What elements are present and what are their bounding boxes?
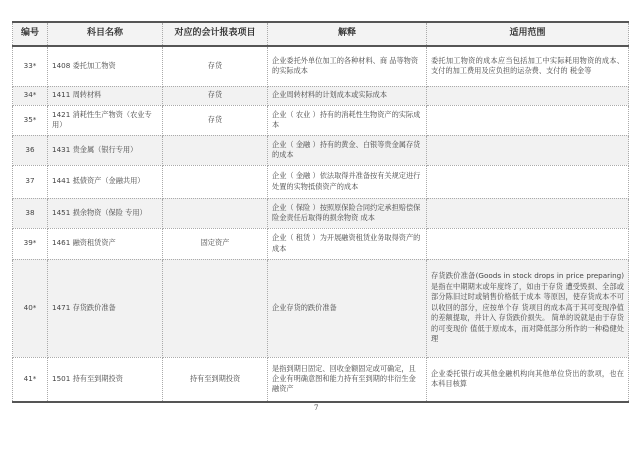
- cell-no: 34*: [13, 86, 48, 105]
- cell-item: 持有至到期投资: [163, 357, 268, 402]
- cell-item: 存货: [163, 86, 268, 105]
- cell-no: 41*: [13, 357, 48, 402]
- cell-item: [163, 259, 268, 357]
- table-row: [13, 105, 629, 135]
- cell-no: 38: [13, 198, 48, 228]
- cell-name: 1441 抵债资产（金融共用）: [48, 165, 163, 198]
- cell-item: 存货: [163, 105, 268, 135]
- cell-scope: 委托加工物资的成本应当包括加工中实际耗用物资的成本、支付的加工费用及应负担的运杂费、支付的 税金等: [427, 46, 629, 86]
- cell-item: [163, 135, 268, 165]
- cell-explain: 是指到期日固定、回收金额固定或可确定，且企业有明确意图和能力持有至到期的非衍生金融资产: [268, 357, 427, 402]
- header-row: [13, 22, 629, 46]
- cell-scope: 企业委托银行或其他金融机构向其他单位贷出的款项，也在本科目核算: [427, 357, 629, 402]
- table-row: [13, 228, 629, 259]
- header-item: 对应的会计报表项目: [163, 22, 268, 46]
- cell-item: 固定资产: [163, 228, 268, 259]
- cell-name: 1501 持有至到期投资: [48, 357, 163, 402]
- cell-name: 1461 融资租赁资产: [48, 228, 163, 259]
- cell-item: [163, 165, 268, 198]
- cell-no: 36: [13, 135, 48, 165]
- cell-scope: [427, 86, 629, 105]
- table-row: [13, 198, 629, 228]
- header-explain: 解释: [268, 22, 427, 46]
- cell-explain: 企业周转材料的计划成本或实际成本: [268, 86, 427, 105]
- cell-scope: 存货跌价准备(Goods in stock drops in price preparing)是指在中期期末或年度终了，如由于存货 遭受毁损、全部或部分陈旧过时或销售价格低于成本 等原因，使存货成本不可以收回的部分，应按单个存 货项目的成本高于其可变现净值的差额提取，并计入 存货跌价损失。 简单的说就是由于存货的可变现价 值低于原成本，而对降低部分所作的一种稳健处理: [427, 259, 629, 357]
- cell-item: 存货: [163, 46, 268, 86]
- header-name: 科目名称: [48, 22, 163, 46]
- table-row: [13, 135, 629, 165]
- header-no: 编号: [13, 22, 48, 46]
- cell-explain: 企业存货的跌价准备: [268, 259, 427, 357]
- cell-scope: [427, 135, 629, 165]
- cell-name: 1451 损余物资（保险 专用）: [48, 198, 163, 228]
- cell-name: 1471 存货跌价准备: [48, 259, 163, 357]
- cell-explain: 企业（ 租赁 ）为开展融资租赁业务取得资产的成本: [268, 228, 427, 259]
- page-number: 7: [314, 404, 319, 412]
- cell-no: 39*: [13, 228, 48, 259]
- cell-scope: [427, 105, 629, 135]
- cell-scope: [427, 228, 629, 259]
- table-row: [13, 165, 629, 198]
- cell-no: 35*: [13, 105, 48, 135]
- table-row: [13, 86, 629, 105]
- cell-name: 1421 消耗性生产物资（农业专用）: [48, 105, 163, 135]
- accounts-table: [12, 21, 629, 403]
- table-row: [13, 357, 629, 402]
- header-scope: 适用范围: [427, 22, 629, 46]
- cell-name: 1408 委托加工物资: [48, 46, 163, 86]
- cell-name: 1431 贵金属（银行专用）: [48, 135, 163, 165]
- cell-explain: 企业（ 金融 ）持有的黄金、白银等贵金属存货的成本: [268, 135, 427, 165]
- table-row: [13, 259, 629, 357]
- cell-explain: 企业委托外单位加工的各种材料、商 品等物资的实际成本: [268, 46, 427, 86]
- cell-item: [163, 198, 268, 228]
- table-row: [13, 46, 629, 86]
- cell-scope: [427, 165, 629, 198]
- cell-no: 33*: [13, 46, 48, 86]
- cell-explain: 企业（ 金融 ）依法取得并准备按有关规定进行处置的实物抵债资产的成本: [268, 165, 427, 198]
- cell-explain: 企业（ 农业 ）持有的消耗性生物资产的实际成本: [268, 105, 427, 135]
- cell-explain: 企业（ 保险 ）按照原保险合同约定承担赔偿保险金责任后取得的损余物资 成本: [268, 198, 427, 228]
- cell-no: 40*: [13, 259, 48, 357]
- cell-name: 1411 周转材料: [48, 86, 163, 105]
- cell-scope: [427, 198, 629, 228]
- cell-no: 37: [13, 165, 48, 198]
